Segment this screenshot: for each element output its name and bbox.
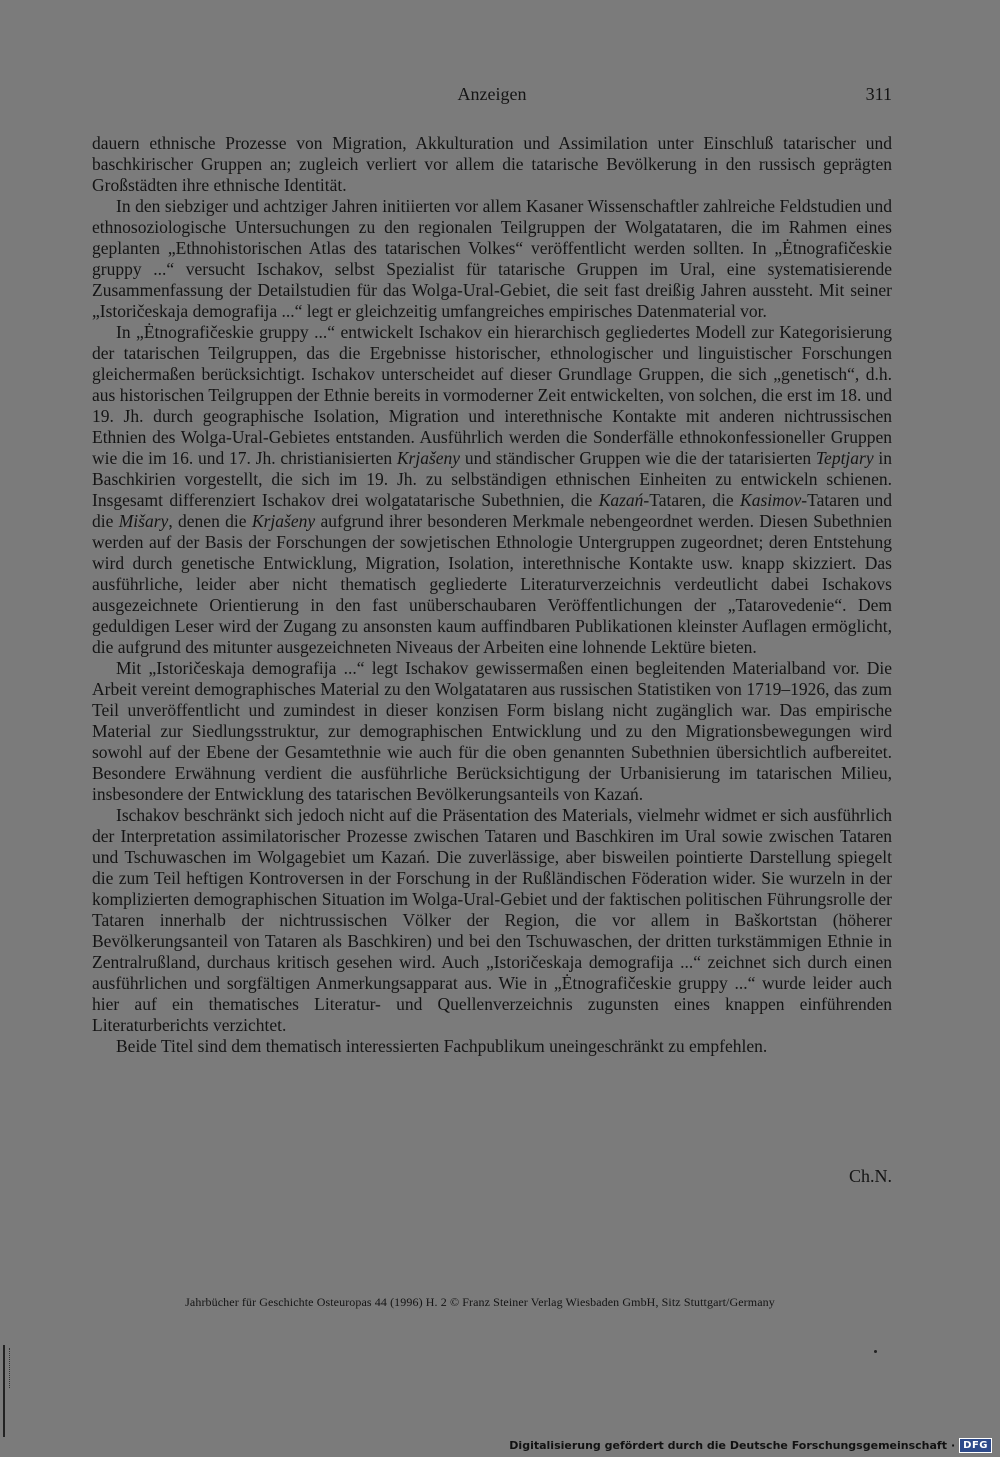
text-run: und ständischer Gruppen wie die der tatarisierten	[460, 448, 816, 468]
publication-footer: Jahrbücher für Geschichte Osteuropas 44 (1996) H. 2 © Franz Steiner Verlag Wiesbaden GmbH, Sitz Stuttgart/Germany	[185, 1295, 775, 1309]
scan-margin-line	[3, 1345, 5, 1437]
paragraph	[92, 196, 892, 322]
paragraph	[92, 133, 892, 196]
paragraph	[92, 658, 892, 805]
text-run: , denen die	[168, 511, 252, 531]
italic-term: Krjašeny	[396, 448, 461, 468]
author-signature: Ch.N.	[848, 1166, 892, 1186]
text-run: -Tataren, die	[643, 490, 741, 510]
text-run: Mit „Istoričeskaja demografija ...“ legt Ischakov gewissermaßen einen begleitenden Materialband vor. Die Arbeit vereint demographisches Material zu den Wolgatataren aus russischen Statistiken von 1719–1926, das zum Teil unveröffentlicht und zumindest in dieser konzisen Form bislang nicht zugänglich war. Das empirische Material zur Siedlungsstruktur, zur demographischen Entwicklung und zu den Migrationsbewegungen wird sowohl auf der Ebene der Gesamtethnie wie auch für die oben genannten Subethnien übersichtlich aufbereitet. Besondere Erwähnung verdient die ausführliche Berücksichtigung der Urbanisierung im tatarischen Milieu, insbesondere der Entwicklung des tatarischen Bevölkerungsanteils von Kazań.	[92, 658, 892, 804]
section-title: Anzeigen	[457, 84, 527, 104]
page-number: 311	[865, 84, 892, 104]
digitization-credit-text: Digitalisierung gefördert durch die Deutsche Forschungsgemeinschaft	[509, 1438, 947, 1452]
text-run: In „Ėtnografičeskie gruppy ...“ entwickelt Ischakov ein hierarchisch gegliedertes Modell zur Kategorisierung der tatarischen Teilgruppen, das die Ergebnisse historischer, ethnologischer und linguistischer Forschungen gleichermaßen berücksichtigt. Ischakov unterscheidet auf dieser Grundlage Gruppen, die sich „genetisch“, d.h. aus historischen Teilgruppen der Ethnie bereits in vormoderner Zeit entwickelten, von solchen, die erst im 18. und 19. Jh. durch geographische Isolation, Migration und interethnische Kontakte mit anderen nichtrussischen Ethnien des Wolga-Ural-Gebietes entstanden. Ausführlich werden die Sonderfälle ethnokonfessioneller Gruppen wie die im 16. und 17. Jh. christianisierten	[92, 322, 892, 468]
italic-term: Teptjary	[815, 448, 874, 468]
italic-term: Mišary	[118, 511, 169, 531]
text-run: Ischakov beschränkt sich jedoch nicht auf die Präsentation des Materials, vielmehr widmet er sich ausführlich der Interpretation assimilatorischer Prozesse zwischen Tataren und Baschkiren im Ural sowie zwischen Tataren und Tschuwaschen im Wolgagebiet um Kazań. Die zuverlässige, aber bisweilen pointierte Darstellung spiegelt die zum Teil heftigen Kontroversen in der Forschung in der Rußländischen Föderation wider. Sie wurzeln in der komplizierten demographischen Situation im Wolga-Ural-Gebiet und der faktischen politischen Führungsrolle der Tataren innerhalb der nichtrussischen Völker der Region, die vor allem in Baškortstan (höherer Bevölkerungsanteil von Tataren als Baschkiren) und bei den Tschuwaschen, der dritten turkstämmigen Ethnie in Zentralrußland, durchaus kritisch gesehen wird. Auch „Istoričeskaja demografija ...“ zeichnet sich durch einen ausführlichen und sorgfältigen Anmerkungsapparat aus. Wie in „Ėtnografičeskie gruppy ...“ wurde leider auch hier auf ein thematisches Literatur- und Quellenverzeichnis zugunsten eines knappen einführenden Literaturberichts verzichtet.	[92, 805, 892, 1035]
review-body	[92, 133, 892, 1057]
scan-margin-dots	[9, 1348, 12, 1388]
text-run: aufgrund ihrer besonderen Merkmale nebengeordnet werden. Diesen Subethnien werden auf der Basis der Forschungen der sowjetischen Ethnologie Untergruppen zugeordnet; deren Entstehung wird durch genetische Entwicklung, Migration, Isolation, interethnische Kontakte usw. knapp skizziert. Das ausführliche, leider aber nicht thematisch gegliederte Literaturverzeichnis verdeutlicht dabei Ischakovs ausgezeichnete Orientierung in den fast unüberschaubaren Veröffentlichungen der „Tatarovedenie“. Dem geduldigen Leser wird der Zugang zu ansonsten kaum auffindbaren Publikationen kleinster Auflagen ermöglicht, die aufgrund des mitunter ausgezeichneten Niveaus der Arbeiten eine lohnende Lektüre bieten.	[92, 511, 892, 657]
paragraph	[92, 322, 892, 658]
dfg-logo-icon: DFG	[959, 1438, 992, 1453]
running-header	[92, 84, 892, 110]
text-run: Beide Titel sind dem thematisch interessierten Fachpublikum uneingeschränkt zu empfehlen.	[116, 1036, 768, 1056]
text-run: dauern ethnische Prozesse von Migration, Akkulturation und Assimilation unter Einschluß tatarischer und baschkirischer Gruppen an; zugleich verliert vor allem die tatarische Bevölkerung in den russisch geprägten Großstädten ihre ethnische Identität.	[92, 133, 892, 195]
paragraph	[92, 1036, 892, 1057]
paragraph	[92, 805, 892, 1036]
digitization-credit: Digitalisierung gefördert durch die Deutsche Forschungsgemeinschaft · DFG	[509, 1437, 992, 1453]
italic-term: Kazań	[598, 490, 644, 510]
text-run: In den siebziger und achtziger Jahren initiierten vor allem Kasaner Wissenschaftler zahlreiche Feldstudien und ethnosoziologische Untersuchungen zu den regionalen Teilgruppen der Wolgatataren, die im Rahmen eines geplanten „Ethnohistorischen Atlas des tatarischen Volkes“ veröffentlicht werden sollten. In „Ėtnografičeskie gruppy ...“ versucht Ischakov, selbst Spezialist für tatarische Gruppen im Ural, eine systematisierende Zusammenfassung der Detailstudien für das Wolga-Ural-Gebiet, die seit fast dreißig Jahren aussteht. Mit seiner „Istoričeskaja demografija ...“ legt er gleichzeitig umfangreiches empirisches Datenmaterial vor.	[92, 196, 892, 321]
scan-speck	[874, 1350, 877, 1353]
text-run: in Baschkirien vorgestellt, die sich im 19. Jh. zu selbständigen ethnischen Einheiten zu entwickeln schienen. Insgesamt differenziert Ischakov drei wolgatatarische Subethnien, die	[92, 448, 892, 510]
text-run: -Tataren und die	[92, 490, 892, 531]
italic-term: Krjašeny	[251, 511, 316, 531]
italic-term: Kasimov	[740, 490, 802, 510]
